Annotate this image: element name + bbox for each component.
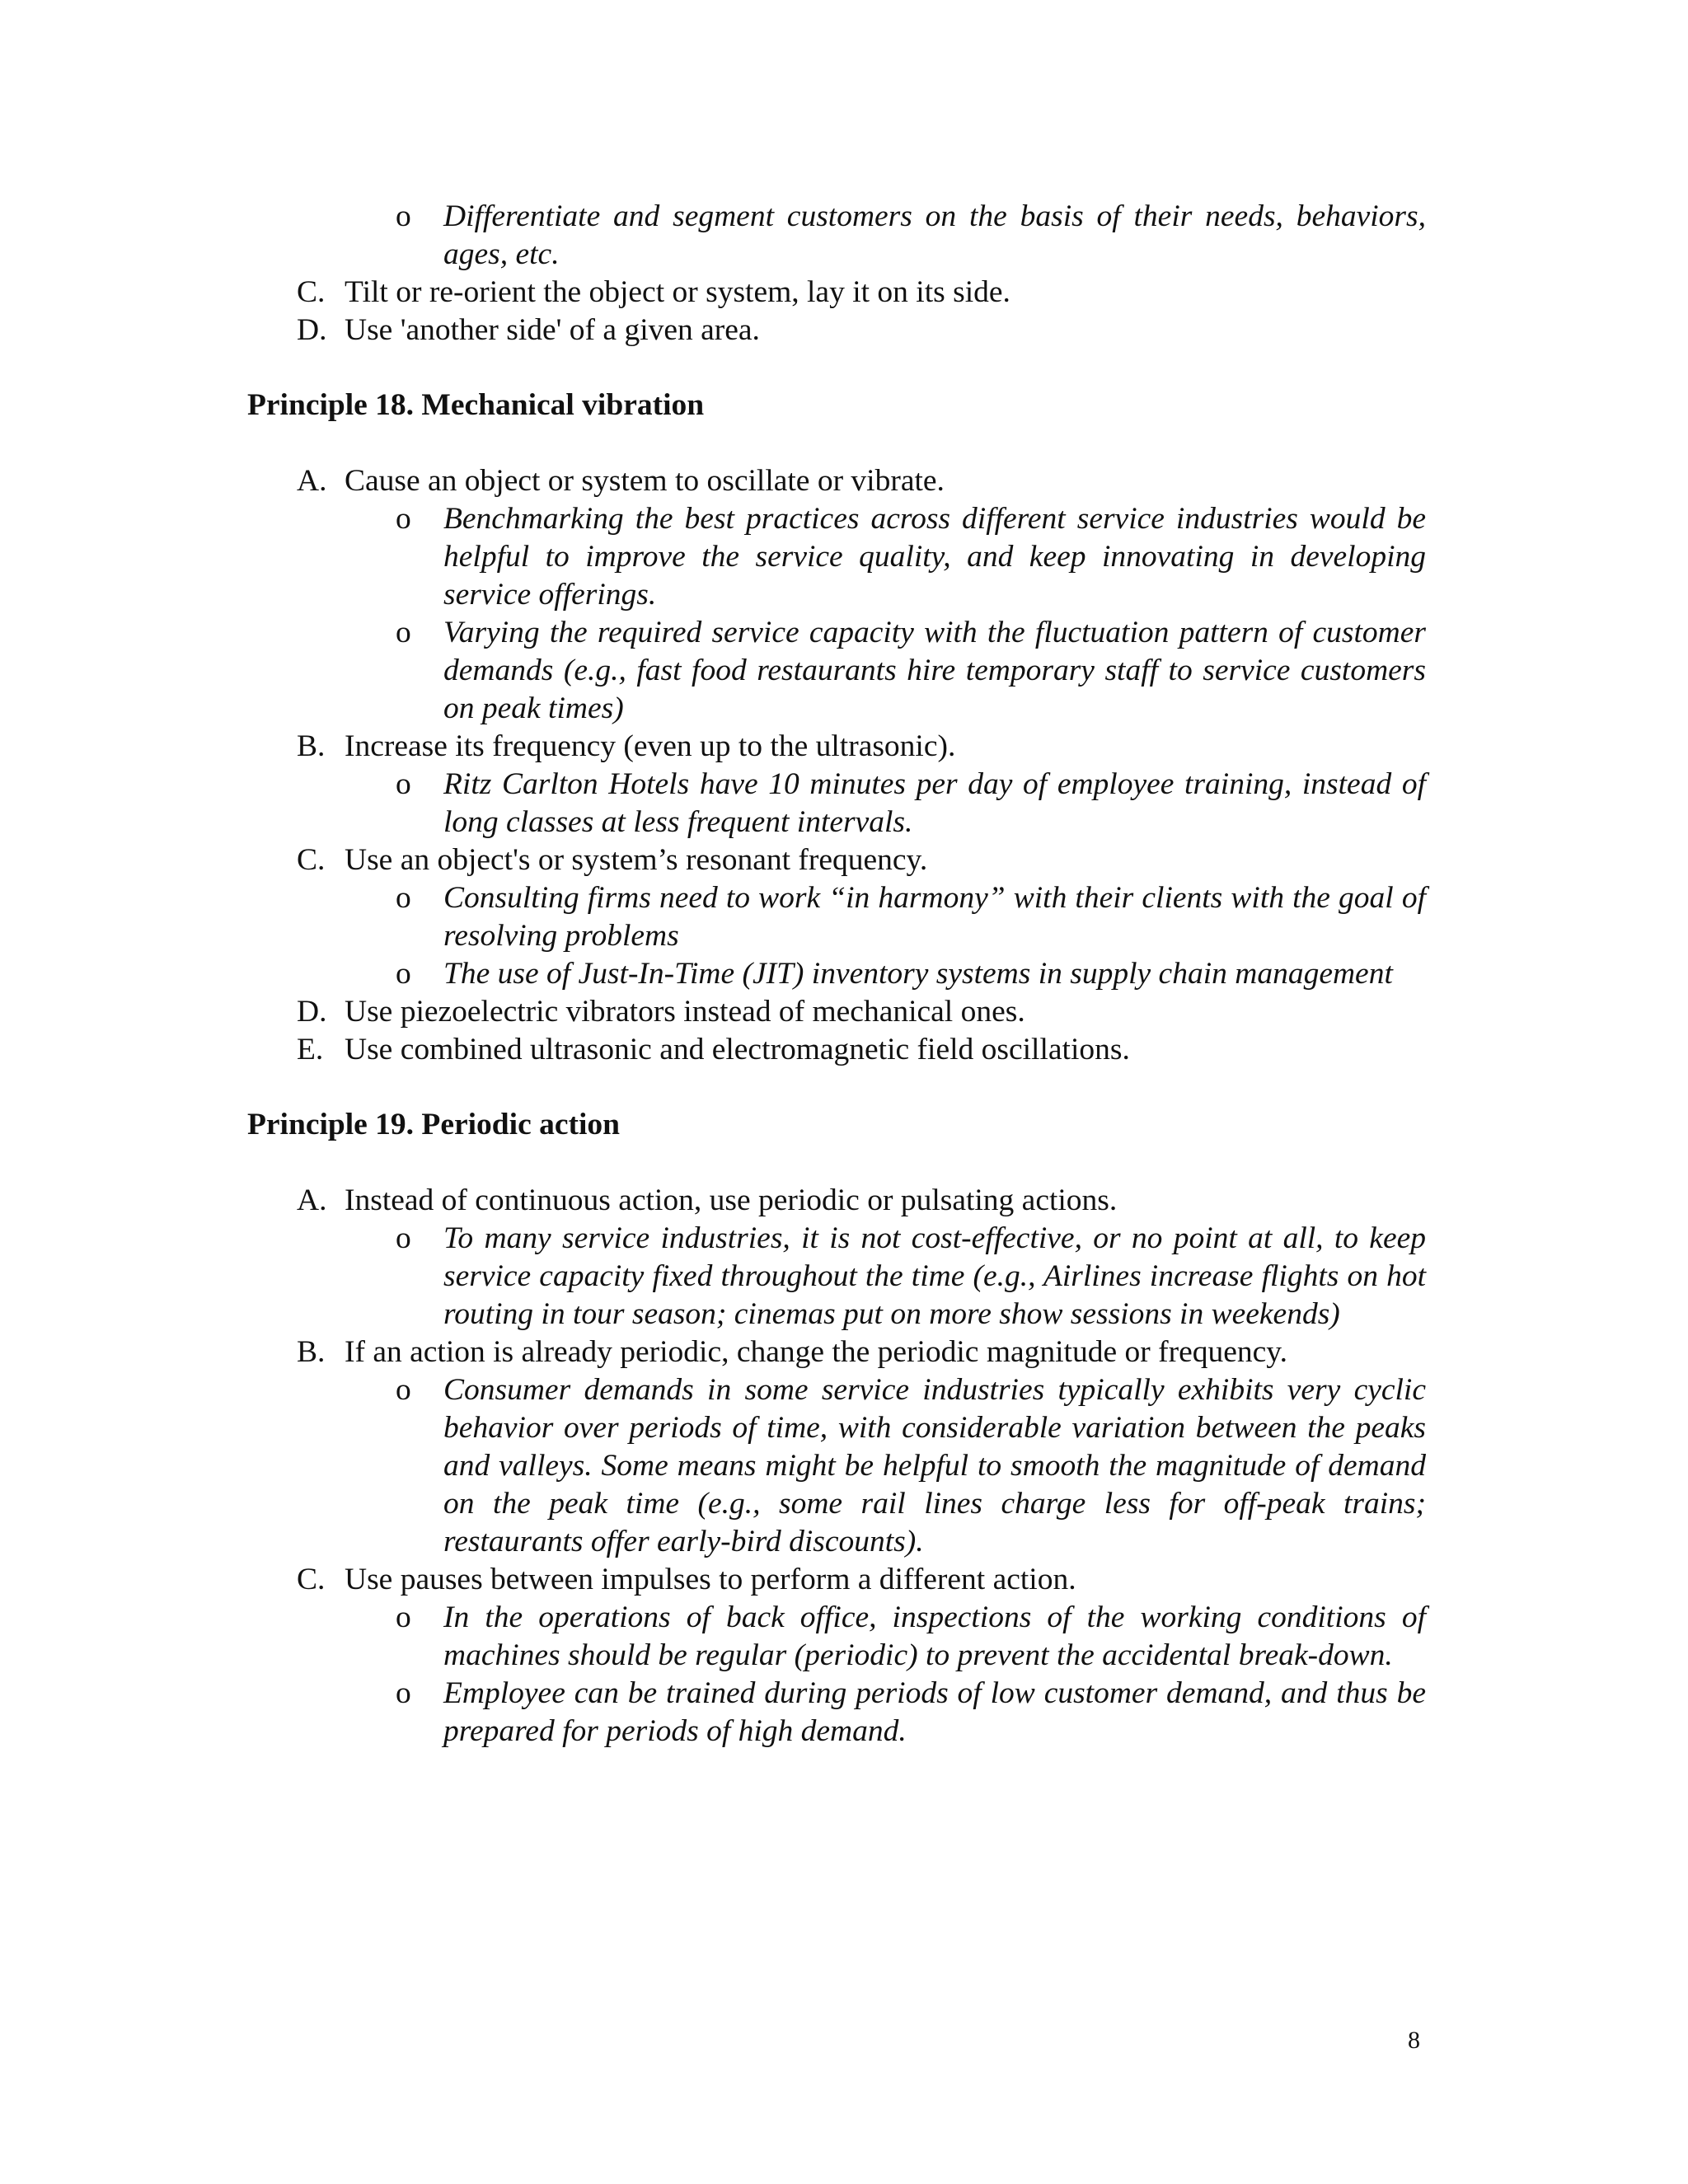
item-text: Tilt or re-orient the object or system, lay it on its side. bbox=[345, 275, 1010, 309]
list-item bbox=[247, 1333, 1426, 1371]
list-item bbox=[247, 462, 1426, 500]
bullet-item bbox=[247, 1675, 1426, 1750]
item-letter: C. bbox=[297, 275, 326, 309]
principle-19-heading: Principle 19. Periodic action bbox=[247, 1108, 620, 1141]
item-text: Use combined ultrasonic and electromagnetic field oscillations. bbox=[345, 1033, 1130, 1066]
document-page bbox=[247, 198, 1426, 1750]
item-text: Use 'another side' of a given area. bbox=[345, 313, 760, 347]
bullet-marker: o bbox=[396, 616, 411, 649]
list-item bbox=[247, 728, 1426, 766]
bullet-marker: o bbox=[396, 957, 411, 991]
bullet-item bbox=[247, 1371, 1426, 1561]
bullet-text: Differentiate and segment customers on the basis of their needs, behaviors, ages, etc. bbox=[443, 199, 1426, 271]
item-text: Use piezoelectric vibrators instead of mechanical ones. bbox=[345, 995, 1025, 1029]
item-letter: B. bbox=[297, 729, 326, 763]
bullet-text: The use of Just-In-Time (JIT) inventory systems in supply chain management bbox=[443, 957, 1393, 991]
item-letter: A. bbox=[297, 1183, 327, 1217]
bullet-marker: o bbox=[396, 1373, 411, 1407]
list-item bbox=[247, 312, 1426, 349]
bullet-item bbox=[247, 955, 1426, 993]
item-text: Use pauses between impulses to perform a different action. bbox=[345, 1563, 1076, 1596]
bullet-text: Varying the required service capacity with the fluctuation pattern of customer demands (e.g., fast food restaurants hire temporary staff to service customers on peak times) bbox=[443, 616, 1426, 725]
list-item bbox=[247, 1031, 1426, 1069]
item-letter: C. bbox=[297, 1563, 326, 1596]
page-number: 8 bbox=[1408, 2027, 1420, 2054]
bullet-text: Benchmarking the best practices across different service industries would be helpful to improve the service quality, and keep innovating in developing service offerings. bbox=[443, 502, 1426, 612]
bullet-marker: o bbox=[396, 881, 411, 915]
item-letter: D. bbox=[297, 995, 327, 1029]
bullet-marker: o bbox=[396, 1676, 411, 1710]
item-text: Instead of continuous action, use periodic or pulsating actions. bbox=[345, 1183, 1118, 1217]
bullet-marker: o bbox=[396, 767, 411, 801]
bullet-item bbox=[247, 198, 1426, 274]
bullet-text: In the operations of back office, inspections of the working conditions of machines should be regular (periodic) to prevent the accidental break-down. bbox=[443, 1601, 1426, 1672]
bullet-marker: o bbox=[396, 199, 411, 233]
list-item bbox=[247, 841, 1426, 879]
item-letter: E. bbox=[297, 1033, 324, 1066]
principle-18-heading: Principle 18. Mechanical vibration bbox=[247, 388, 705, 422]
bullet-text: Employee can be trained during periods of low customer demand, and thus be prepared for periods of high demand. bbox=[443, 1676, 1426, 1748]
bullet-text: Consulting firms need to work “in harmony” with their clients with the goal of resolving problems bbox=[443, 881, 1426, 953]
item-text: Cause an object or system to oscillate or vibrate. bbox=[345, 464, 945, 498]
item-letter: D. bbox=[297, 313, 327, 347]
list-item bbox=[247, 1561, 1426, 1599]
bullet-item bbox=[247, 500, 1426, 614]
list-item bbox=[247, 993, 1426, 1031]
list-item bbox=[247, 274, 1426, 312]
bullet-item bbox=[247, 1599, 1426, 1675]
item-letter: C. bbox=[297, 843, 326, 877]
bullet-text: To many service industries, it is not cost-effective, or no point at all, to keep service capacity fixed throughout the time (e.g., Airlines increase flights on hot routing in tour season; cinemas put on more show sessions in weekends) bbox=[443, 1221, 1426, 1331]
bullet-marker: o bbox=[396, 1601, 411, 1634]
bullet-marker: o bbox=[396, 1221, 411, 1255]
bullet-item bbox=[247, 614, 1426, 728]
bullet-item bbox=[247, 879, 1426, 955]
bullet-item bbox=[247, 766, 1426, 841]
bullet-text: Consumer demands in some service industries typically exhibits very cyclic behavior over periods of time, with considerable variation between the peaks and valleys. Some means might be helpful to smooth the magnitude of demand on the peak time (e.g., some rail lines charge less for off-peak trains; restaurants offer early-bird discounts). bbox=[443, 1373, 1426, 1558]
item-text: Use an object's or system’s resonant frequency. bbox=[345, 843, 928, 877]
item-letter: A. bbox=[297, 464, 327, 498]
item-text: Increase its frequency (even up to the ultrasonic). bbox=[345, 729, 956, 763]
bullet-marker: o bbox=[396, 502, 411, 536]
bullet-text: Ritz Carlton Hotels have 10 minutes per day of employee training, instead of long classes at less frequent intervals. bbox=[443, 767, 1426, 839]
item-text: If an action is already periodic, change the periodic magnitude or frequency. bbox=[345, 1335, 1287, 1369]
list-item bbox=[247, 1182, 1426, 1220]
bullet-item bbox=[247, 1220, 1426, 1333]
item-letter: B. bbox=[297, 1335, 326, 1369]
